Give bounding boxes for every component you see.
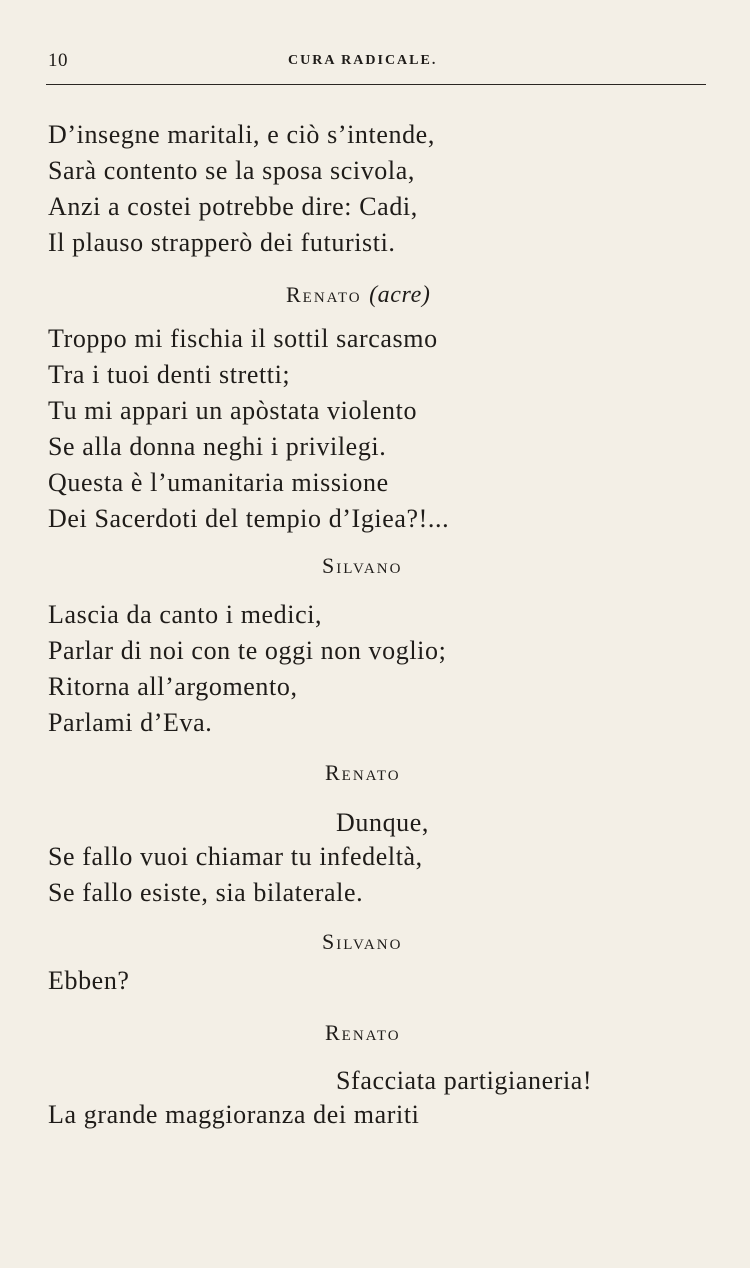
verse-line: Ritorna all’argomento, bbox=[48, 672, 298, 701]
speaker-heading bbox=[325, 759, 401, 787]
verse-line: Se fallo esiste, sia bilaterale. bbox=[48, 878, 364, 907]
stage-direction: (acre) bbox=[369, 282, 431, 308]
verse-line: D’insegne maritali, e ciò s’intende, bbox=[48, 120, 435, 149]
verse-line: Tu mi appari un apòstata violento bbox=[48, 396, 418, 425]
verse-line: Questa è l’umanitaria missione bbox=[48, 468, 389, 497]
verse-line: Se alla donna neghi i privilegi. bbox=[48, 432, 387, 461]
speaker-heading bbox=[322, 552, 402, 580]
verse-line: Sarà contento se la sposa scivola, bbox=[48, 156, 415, 185]
verse-line: Sfacciata partigianeria! bbox=[336, 1066, 593, 1095]
verse-line: Dei Sacerdoti del tempio d’Igiea?!... bbox=[48, 504, 450, 533]
speaker-heading bbox=[322, 928, 402, 956]
header-rule bbox=[46, 84, 706, 85]
verse-line: Se fallo vuoi chiamar tu infedeltà, bbox=[48, 842, 423, 871]
running-head bbox=[0, 0, 750, 90]
running-title: CURA RADICALE. bbox=[288, 53, 438, 68]
verse-line: Anzi a costei potrebbe dire: Cadi, bbox=[48, 192, 418, 221]
speaker-name: Silvano bbox=[322, 929, 403, 954]
verse-line: Ebben? bbox=[48, 966, 130, 995]
speaker-name: Silvano bbox=[322, 553, 403, 578]
speaker-name: Renato bbox=[325, 760, 401, 785]
verse-line: Tra i tuoi denti stretti; bbox=[48, 360, 291, 389]
speaker-name: Renato bbox=[325, 1020, 401, 1045]
speaker-heading bbox=[286, 281, 430, 309]
verse-line: Lascia da canto i medici, bbox=[48, 600, 323, 629]
page-number: 10 bbox=[48, 50, 68, 71]
verse-line: Il plauso strapperò dei futuristi. bbox=[48, 228, 396, 257]
verse-line: Parlar di noi con te oggi non voglio; bbox=[48, 636, 447, 665]
speaker-heading bbox=[325, 1019, 401, 1047]
speaker-name: Renato bbox=[286, 282, 362, 307]
verse-line: La grande maggioranza dei mariti bbox=[48, 1100, 420, 1129]
verse-line: Parlami d’Eva. bbox=[48, 708, 213, 737]
verse-line: Dunque, bbox=[336, 808, 430, 837]
verse-line: Troppo mi fischia il sottil sarcasmo bbox=[48, 324, 438, 353]
